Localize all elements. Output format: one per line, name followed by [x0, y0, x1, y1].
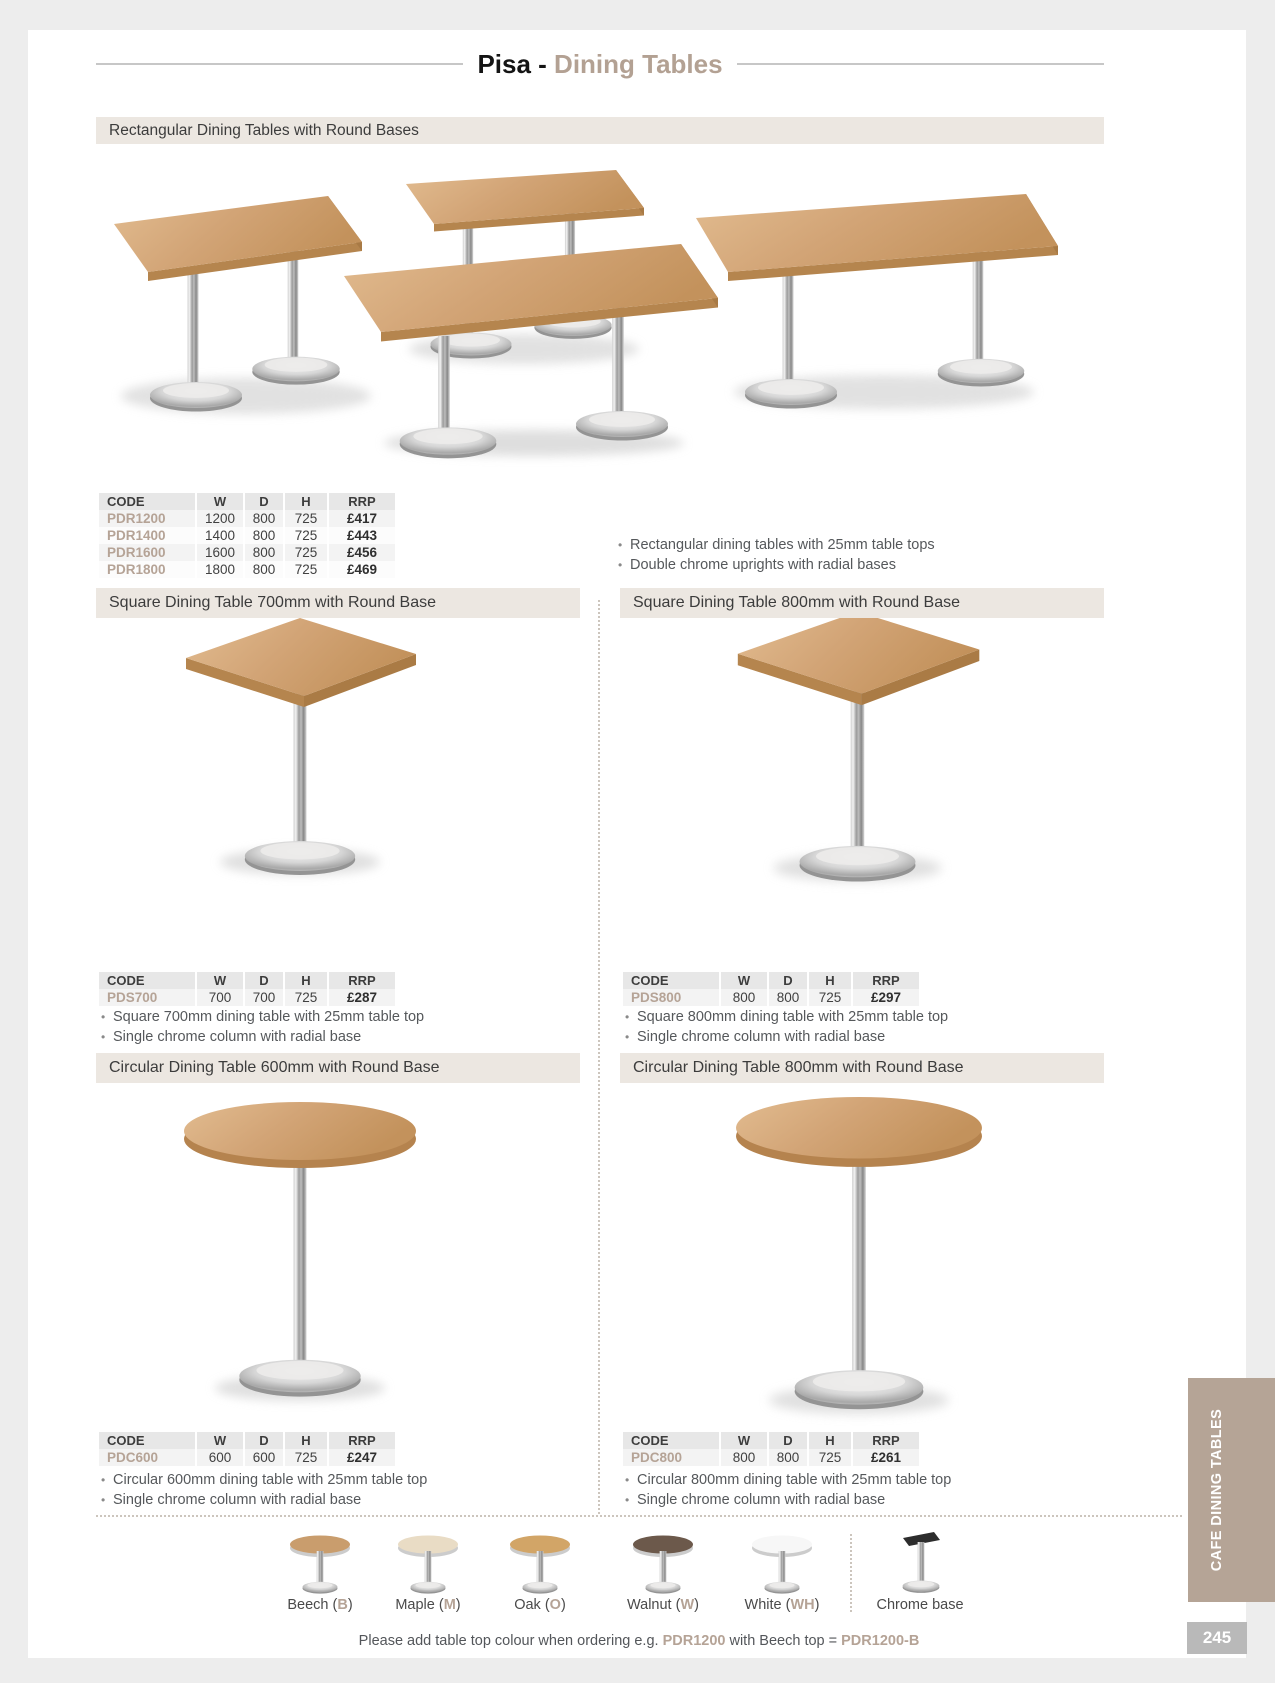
spec-value: £297 — [852, 989, 920, 1006]
spec-value: 1600 — [196, 544, 244, 561]
features-rectangular — [616, 536, 1086, 575]
spec-value: 800 — [244, 544, 284, 561]
spec-row — [99, 544, 396, 561]
spec-value: £247 — [328, 1449, 396, 1466]
spec-table-square-700 — [99, 972, 397, 1006]
spec-header-d: D — [244, 493, 284, 510]
spec-header-d: D — [768, 972, 808, 989]
spec-header-code: CODE — [99, 972, 196, 989]
spec-header-w: W — [720, 1432, 768, 1449]
product-code: PDR1600 — [99, 544, 196, 561]
spec-header-h: H — [284, 1432, 328, 1449]
feature-bullet: • Single chrome column with radial base — [99, 1491, 569, 1511]
spec-value: 800 — [768, 989, 808, 1006]
product-code: PDS700 — [99, 989, 196, 1006]
spec-header-h: H — [808, 972, 852, 989]
feature-bullet: • Square 700mm dining table with 25mm table top — [99, 1008, 569, 1028]
spec-value: 725 — [808, 989, 852, 1006]
spec-row — [99, 527, 396, 544]
spec-header-w: W — [720, 972, 768, 989]
spec-value: 800 — [720, 1449, 768, 1466]
features-circular-600 — [99, 1471, 569, 1510]
features-square-800 — [623, 1008, 1093, 1047]
page-title — [477, 49, 722, 80]
spec-row — [99, 510, 396, 527]
section-header-circular-600: Circular Dining Table 600mm with Round Base — [96, 1053, 580, 1083]
spec-value: 725 — [284, 510, 328, 527]
feature-bullet: • Rectangular dining tables with 25mm table tops — [616, 536, 1086, 556]
spec-value: 1800 — [196, 561, 244, 578]
spec-value: £469 — [328, 561, 396, 578]
feature-bullet: • Circular 600mm dining table with 25mm table top — [99, 1471, 569, 1491]
spec-value: 725 — [808, 1449, 852, 1466]
features-circular-800 — [623, 1471, 1093, 1510]
spec-header-code: CODE — [99, 493, 196, 510]
feature-bullet: • Single chrome column with radial base — [623, 1491, 1093, 1511]
feature-bullet: • Single chrome column with radial base — [99, 1028, 569, 1048]
spec-value: 800 — [768, 1449, 808, 1466]
spec-value: £456 — [328, 544, 396, 561]
spec-value: £261 — [852, 1449, 920, 1466]
spec-header-d: D — [244, 972, 284, 989]
swatch-label-white: White (WH) — [744, 1597, 820, 1613]
feature-bullet: • Double chrome uprights with radial bases — [616, 556, 1086, 576]
product-code: PDC800 — [623, 1449, 720, 1466]
spec-value: 700 — [244, 989, 284, 1006]
spec-value: £443 — [328, 527, 396, 544]
spec-header-code: CODE — [99, 1432, 196, 1449]
spec-value: 725 — [284, 1449, 328, 1466]
spec-value: 800 — [244, 510, 284, 527]
product-code: PDR1200 — [99, 510, 196, 527]
product-code: PDR1800 — [99, 561, 196, 578]
section-header-square-700: Square Dining Table 700mm with Round Base — [96, 588, 580, 618]
spec-header-rrp: RRP — [328, 1432, 396, 1449]
spec-value: 700 — [196, 989, 244, 1006]
spec-row — [623, 1449, 920, 1466]
swatch-label-oak: Oak (O) — [514, 1597, 566, 1613]
spec-value: 725 — [284, 544, 328, 561]
spec-value: 600 — [196, 1449, 244, 1466]
spec-header-rrp: RRP — [328, 493, 396, 510]
title-rule-left — [96, 63, 463, 65]
spec-value: 800 — [244, 561, 284, 578]
sidebar-tab-label: CAFE DINING TABLES — [1209, 1408, 1225, 1572]
swatch-label-chrome-base: Chrome base — [876, 1597, 964, 1613]
features-square-700 — [99, 1008, 569, 1047]
spec-header-h: H — [808, 1432, 852, 1449]
spec-value: 800 — [244, 527, 284, 544]
spec-table-circular-600 — [99, 1432, 397, 1466]
spec-header-rrp: RRP — [852, 972, 920, 989]
spec-header-d: D — [244, 1432, 284, 1449]
spec-value: 1200 — [196, 510, 244, 527]
spec-header-w: W — [196, 972, 244, 989]
swatch-label-beech: Beech (B) — [287, 1597, 353, 1613]
spec-value: £417 — [328, 510, 396, 527]
product-code: PDC600 — [99, 1449, 196, 1466]
spec-header-w: W — [196, 1432, 244, 1449]
spec-table-square-800 — [623, 972, 921, 1006]
section-header-rectangular: Rectangular Dining Tables with Round Bases — [96, 117, 1104, 144]
ordering-note: Please add table top colour when ordering e.g. PDR1200 with Beech top = PDR1200-B — [358, 1633, 920, 1649]
spec-value: 600 — [244, 1449, 284, 1466]
spec-value: £287 — [328, 989, 396, 1006]
catalog-page — [28, 30, 1246, 1658]
page-title-category: Dining Tables — [554, 48, 723, 79]
chrome-base-divider — [850, 1534, 852, 1612]
column-divider — [598, 600, 600, 1514]
feature-bullet: • Square 800mm dining table with 25mm table top — [623, 1008, 1093, 1028]
section-header-square-800: Square Dining Table 800mm with Round Base — [620, 588, 1104, 618]
section-header-circular-800: Circular Dining Table 800mm with Round Base — [620, 1053, 1104, 1083]
swatch-section-divider — [96, 1515, 1182, 1517]
spec-header-code: CODE — [623, 972, 720, 989]
product-code: PDS800 — [623, 989, 720, 1006]
feature-bullet: • Circular 800mm dining table with 25mm table top — [623, 1471, 1093, 1491]
spec-header-d: D — [768, 1432, 808, 1449]
spec-value: 725 — [284, 527, 328, 544]
page-title-name: Pisa - — [477, 48, 547, 79]
spec-value: 725 — [284, 989, 328, 1006]
example-code: PDR1200 — [662, 1633, 726, 1649]
spec-header-rrp: RRP — [328, 972, 396, 989]
spec-value: 725 — [284, 561, 328, 578]
spec-row — [99, 1449, 396, 1466]
page-number: 245 — [1187, 1622, 1247, 1654]
spec-table-circular-800 — [623, 1432, 921, 1466]
spec-header-h: H — [284, 493, 328, 510]
swatch-label-walnut: Walnut (W) — [627, 1597, 699, 1613]
spec-header-rrp: RRP — [852, 1432, 920, 1449]
feature-bullet: • Single chrome column with radial base — [623, 1028, 1093, 1048]
spec-header-w: W — [196, 493, 244, 510]
spec-row — [99, 561, 396, 578]
sidebar-tab-cafe-dining-tables — [1188, 1378, 1275, 1602]
spec-header-h: H — [284, 972, 328, 989]
swatch-label-maple: Maple (M) — [395, 1597, 461, 1613]
spec-table-rectangular — [99, 493, 397, 578]
title-rule-right — [737, 63, 1104, 65]
product-code: PDR1400 — [99, 527, 196, 544]
page-header — [96, 44, 1104, 84]
spec-value: 1400 — [196, 527, 244, 544]
spec-row — [623, 989, 920, 1006]
spec-header-code: CODE — [623, 1432, 720, 1449]
spec-row — [99, 989, 396, 1006]
example-code-with-colour: PDR1200-B — [841, 1633, 920, 1649]
spec-value: 800 — [720, 989, 768, 1006]
